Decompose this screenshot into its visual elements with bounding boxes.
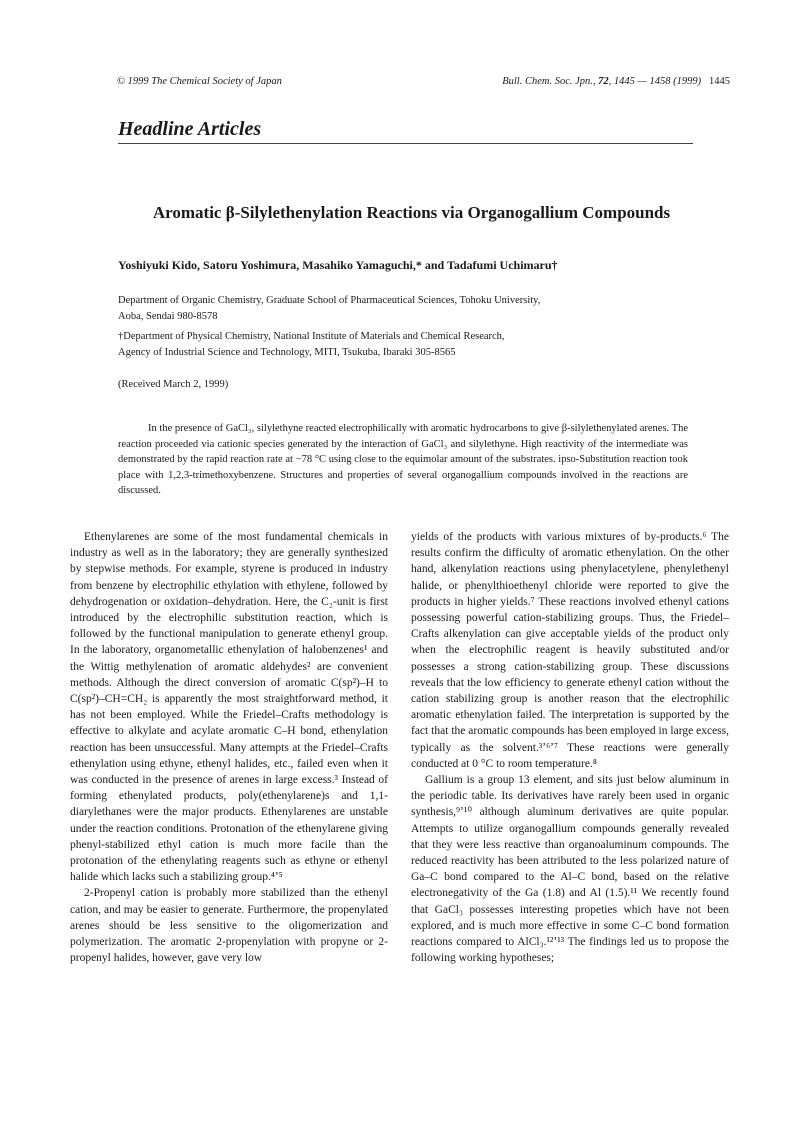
affiliation-2 [118, 329, 678, 361]
affiliation-1-line-2: Aoba, Sendai 980-8578 [118, 311, 218, 322]
section-rule [118, 143, 693, 144]
journal-citation: Bull. Chem. Soc. Jpn., 72, 1445 — 1458 (1999) 1445 [502, 76, 730, 87]
affiliation-1-line-1: Department of Organic Chemistry, Graduate School of Pharmaceutical Sciences, Tohoku University, [118, 295, 541, 306]
section-title: Headline Articles [118, 118, 262, 140]
paragraph: Gallium is a group 13 element, and sits just below aluminum in the periodic table. Its derivatives have rarely been used in organic synthesis,⁹ʼ¹⁰ although aluminum derivatives are quite popular. Attempts to utilize organogallium compounds generally revealed that they were less reactive than organoaluminum compounds. The reduced reactivity has been attributed to the less polarized nature of Ga–C bond compared to the Al–C bond, based on the relative electronegativity of the Ga (1.8) and Al (1.5).¹¹ We recently found that GaCl₃ possesses interesting propeties which have not been explored, and is much more effective in some C–C bond formation reactions compared to AlCl₃.¹²ʼ¹³ The findings led us to propose the following working hypotheses; [411, 774, 729, 965]
copyright-header: © 1999 The Chemical Society of Japan [117, 76, 282, 87]
paragraph: yields of the products with various mixtures of by-products.⁶ The results confirm the difficulty of aromatic ethenylation. On the other hand, alkenylation reactions using phenylacetylene, phenylethenyl halide, or phenylthioethenyl chloride were reported to give the products in higher yields.⁷ These reactions involved ethenyl cations possessing powerful cation-stabilizing groups. Thus, the Friedel–Crafts alkenylation can give acceptable yields of the product only when the electrophilic reagent is heavily substituted and/or possesses a strong cation-stabilizing group. These discussions reveals that the low efficiency to generate ethenyl cation without the cation stabilizing group is another reason that the electrophilic aromatic ethenylation failed. The interpretation is supported by the fact that the aromatic compounds has been employed in large excess, typically as the solvent.³ʼ⁶ʼ⁷ These reactions were generally conducted at 0 °C to room temperature.⁸ [411, 531, 729, 770]
journal-pages: 1445 — 1458 (1999) [613, 76, 702, 87]
received-date: (Received March 2, 1999) [118, 379, 229, 390]
journal-name: Bull. Chem. Soc. Jpn. [502, 76, 593, 87]
page-number: 1445 [709, 76, 730, 87]
affiliation-2-line-2: Agency of Industrial Science and Technology, MITI, Tsukuba, Ibaraki 305-8565 [118, 347, 456, 358]
affiliation-2-line-1: †Department of Physical Chemistry, National Institute of Materials and Chemical Research, [118, 331, 505, 342]
affiliation-1 [118, 293, 678, 325]
abstract: In the presence of GaCl₃, silylethyne reacted electrophilically with aromatic hydrocarbons to give β-silylethenylated arenes. The reaction proceeded via cationic species generated by the interaction of GaCl₃ and silylethyne. High reactivity of the intermediate was demonstrated by the rapid reaction rate at −78 °C using close to the equimolar amount of the substrates. ipso-Substitution reaction took place with 1,2,3-trimethoxybenzene. Structures and properties of several organogallium compounds involved in the reactions are discussed. [118, 423, 688, 497]
body-column-left [70, 529, 388, 966]
paragraph: Ethenylarenes are some of the most fundamental chemicals in industry as well as in the laboratory; they are generally synthesized by stepwise methods. For example, styrene is produced in industry from benzene by electrophilic ethylation with ethylene, followed by dehydrogenation or oxidation–dehydration. Here, the C₂-unit is first introduced by the electrophilic substitution reaction, which is followed by the functional manipulation to generate ethenyl group. In the laboratory, organometallic ethenylation of halobenzenes¹ and the Wittig methylenation of aromatic aldehydes² are convenient methods. Although the direct conversion of aromatic C(sp²)–H to C(sp²)–CH=CH₂ is apparently the most straightforward method, it has not been employed. While the Friedel–Crafts methodology is effective to alkylate and acylate aromatic C–H bond, ethenylation reaction has been unsuccessful. Many attempts at the Friedel–Crafts ethenylation using ethyne, ethenyl halides, etc., failed even when it was conducted in the presence of arenes in large excess.³ Instead of forming ethenylated products, poly(ethenylarene)s and 1,1-diarylethanes were the major products. Ethenylarenes are unstable under the reaction conditions. Protonation of the ethenylarene giving phenyl-stabilized ethyl cation is much more facile than the protonation of the ethenylating reagents such as ethyne or ethenyl halide which lacks such a stabilizing group.⁴ʼ⁵ [70, 531, 388, 884]
journal-volume: 72 [598, 76, 609, 87]
body-column-right [411, 529, 729, 966]
author-list: Yoshiyuki Kido, Satoru Yoshimura, Masahiko Yamaguchi,* and Tadafumi Uchimaru† [118, 258, 558, 272]
paragraph: 2-Propenyl cation is probably more stabilized than the ethenyl cation, and may be easier to generate. Furthermore, the propenylated arenes should be less sensitive to the oligomerization and polymerization. The aromatic 2-propenylation with propyne or 2-propenyl halides, however, gave very low [70, 887, 388, 965]
article-title: Aromatic β-Silylethenylation Reactions via Organogallium Compounds [152, 203, 671, 222]
